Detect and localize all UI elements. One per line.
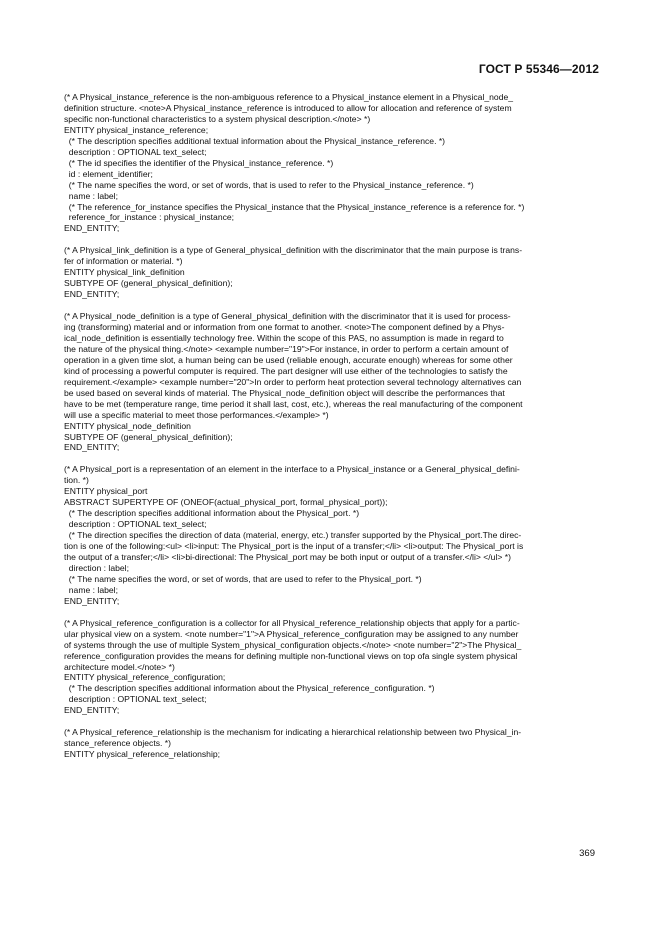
text-line: stance_reference objects. *) [64,738,172,749]
text-line: (* The name specifies the word, or set of words, that is used to refer to the Physical_instance_reference. *) [64,179,474,190]
text-line: (* The description specifies additional information about the Physical_port. *) [64,508,360,519]
text-line: (* The description specifies additional textual information about the Physical_instance_reference. *) [64,135,446,146]
text-line: SUBTYPE OF (general_physical_definition); [64,431,233,442]
text-line: kind of processing a powerful computer is required. The part designer will use either of the technologies to satisfy the [64,365,508,376]
text-line: ular physical view on a system. <note number="1">A Physical_reference_configuration may be assigned to any number [64,628,519,639]
text-line: ENTITY physical_instance_reference; [64,124,209,135]
text-line: END_ENTITY; [64,442,120,453]
text-line: description : OPTIONAL text_select; [64,519,207,530]
text-line: id : element_identifier; [64,168,153,179]
text-block [64,92,604,234]
text-line: requirement.</example> <example number="20">In order to perform heat protection several technology alternatives can [64,376,522,387]
text-block [64,311,604,453]
text-line: (* A Physical_node_definition is a type of General_physical_definition with the discriminator that it is used for process- [64,311,511,322]
text-line: END_ENTITY; [64,223,120,234]
text-line: ENTITY physical_reference_relationship; [64,749,221,760]
text-line: END_ENTITY; [64,595,120,606]
text-line: reference_for_instance : physical_instance; [64,212,235,223]
text-line: description : OPTIONAL text_select; [64,694,207,705]
text-block [64,727,604,760]
text-line: (* A Physical_reference_relationship is the mechanism for indicating a hierarchical relationship between two Physical_in- [64,727,522,738]
text-line: direction : label; [64,562,129,573]
text-line: name : label; [64,190,118,201]
text-line: (* The reference_for_instance specifies the Physical_instance that the Physical_instance_reference is a reference for. *) [64,201,525,212]
text-line: ABSTRACT SUPERTYPE OF (ONEOF(actual_physical_port, formal_physical_port)); [64,497,388,508]
text-line: ENTITY physical_link_definition [64,267,185,278]
text-line: (* The name specifies the word, or set of words, that are used to refer to the Physical_port. *) [64,573,422,584]
text-line: specific non-functional characteristics to a system physical description.</note> *) [64,113,371,124]
text-block [64,245,604,300]
text-line: (* The id specifies the identifier of the Physical_instance_reference. *) [64,157,334,168]
text-line: definition structure. <note>A Physical_instance_reference is introduced to allow for allocation and reference of system [64,102,512,113]
text-line: (* The direction specifies the direction of data (material, energy, etc.) transfer supported by the Physical_port.The direc- [64,530,522,541]
text-line: have to be met (temperature range, time period it shall last, cost, etc.), whereas the real manufacturing of the component [64,398,523,409]
text-line: the nature of the physical thing.</note> <example number="19">For instance, in order to perform a certain amount of [64,343,509,354]
text-line: (* A Physical_link_definition is a type of General_physical_definition with the discriminator that the main purpose is trans- [64,245,523,256]
standard-header: ГОСТ Р 55346—2012 [478,62,599,76]
text-block [64,618,604,717]
text-line: tion. *) [64,475,89,486]
text-line: operation in a given time slot, a human being can be used (reliable enough, accurate enough) whereas for some other [64,354,513,365]
text-line: (* The description specifies additional information about the Physical_reference_configuration. *) [64,683,435,694]
text-line: (* A Physical_reference_configuration is a collector for all Physical_reference_relationship objects that apply for a partic- [64,617,520,628]
text-line: name : label; [64,584,118,595]
text-line: description : OPTIONAL text_select; [64,146,207,157]
text-line: fer of information or material. *) [64,256,183,267]
text-line: ical_node_definition is essentially technology free. Within the scope of this PAS, no assumption is made in regard to [64,332,504,343]
text-line: the output of a transfer;</li> <li>bi-directional: The Physical_port may be both input or output of a transfer.</li> </ul> *) [64,551,511,562]
text-line: (* A Physical_port is a representation of an element in the interface to a Physical_instance or a General_physical_defini- [64,464,520,475]
text-line: architecture model.</note> *) [64,661,175,672]
text-line: reference_configuration provides the means for defining multiple non-functional views on top ofa single system physical [64,650,518,661]
text-line: SUBTYPE OF (general_physical_definition); [64,278,233,289]
text-line: tion is one of the following:<ul> <li>input: The Physical_port is the input of a transfer;</li> <li>output: The Physical_port is [64,541,524,552]
text-line: will use a specific material to meet those performances.</example> *) [64,409,329,420]
text-line: (* A Physical_instance_reference is the non-ambiguous reference to a Physical_instance element in a Physical_node_ [64,92,514,102]
text-line: ENTITY physical_port [64,486,148,497]
document-body [64,92,604,771]
text-line: of systems through the use of multiple System_physical_configuration objects.</note> <note number="2">The Physical_ [64,639,522,650]
text-block [64,464,604,606]
text-line: ENTITY physical_node_definition [64,420,191,431]
text-line: be used based on several kinds of material. The Physical_node_definition object will describe the performances that [64,387,505,398]
text-line: ENTITY physical_reference_configuration; [64,672,226,683]
text-line: END_ENTITY; [64,705,120,716]
text-line: END_ENTITY; [64,289,120,300]
page-number: 369 [579,848,595,859]
text-line: ing (transforming) material and or information from one format to another. <note>The component defined by a Phys- [64,321,505,332]
